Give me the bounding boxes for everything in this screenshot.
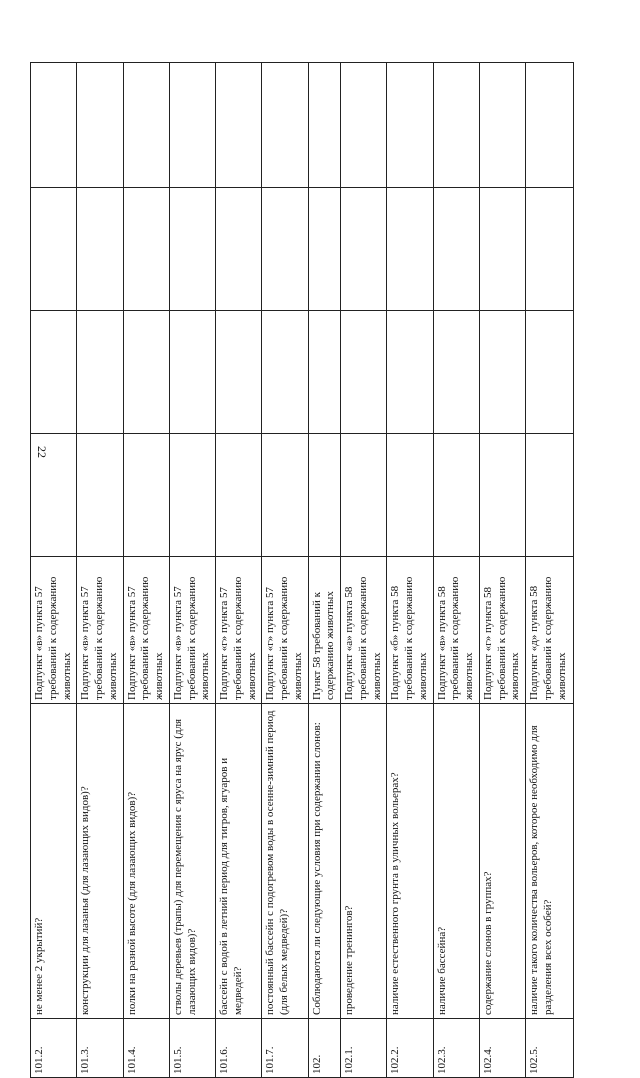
row-number: 102.3. [433, 1019, 479, 1078]
question-cell: конструкции для лазанья (для лазающих видов)? [77, 704, 123, 1019]
empty-cell [262, 63, 308, 188]
table-row [341, 63, 387, 1078]
page-number: 22 [35, 446, 49, 458]
empty-cell [308, 188, 341, 311]
empty-cell [387, 434, 433, 557]
table-row [77, 63, 123, 1078]
row-number: 101.4. [123, 1019, 169, 1078]
empty-cell [77, 311, 123, 434]
empty-cell [216, 188, 262, 311]
empty-cell [341, 434, 387, 557]
question-cell: содержание слонов в группах? [479, 704, 525, 1019]
question-cell: стволы деревьев (трапы) для перемещения с яруса на ярус (для лазающих видов)? [169, 704, 215, 1019]
empty-cell [169, 63, 215, 188]
empty-cell [433, 434, 479, 557]
reference-cell: Подпункт «в» пункта 57 требований к содержанию животных [77, 557, 123, 704]
empty-cell [526, 434, 574, 557]
empty-cell [433, 311, 479, 434]
question-cell: бассейн с водой в летний период для тигров, ягуаров и медведей? [216, 704, 262, 1019]
question-cell: проведение тренингов? [341, 704, 387, 1019]
empty-cell [77, 188, 123, 311]
reference-cell: Подпункт «в» пункта 57 требований к содержанию животных [123, 557, 169, 704]
empty-cell [31, 188, 77, 311]
empty-cell [341, 311, 387, 434]
row-number: 101.7. [262, 1019, 308, 1078]
table-container [33, 62, 574, 1074]
empty-cell [387, 63, 433, 188]
row-number: 101.2. [31, 1019, 77, 1078]
reference-cell: Подпункт «а» пункта 58 требований к содержанию животных [341, 557, 387, 704]
empty-cell [387, 188, 433, 311]
reference-cell: Подпункт «г» пункта 57 требований к содержанию животных [262, 557, 308, 704]
reference-cell: Подпункт «в» пункта 57 требований к содержанию животных [169, 557, 215, 704]
table-row [308, 63, 341, 1078]
reference-cell: Подпункт «в» пункта 58 требований к содержанию животных [433, 557, 479, 704]
question-cell: наличие такого количества вольеров, которое необходимо для разделения всех особей? [526, 704, 574, 1019]
empty-cell [77, 434, 123, 557]
empty-cell [216, 434, 262, 557]
checklist-table [30, 62, 574, 1078]
empty-cell [341, 188, 387, 311]
table-row [216, 63, 262, 1078]
question-cell: постоянный бассейн с подогревом воды в осенне-зимний период (для белых медведей)? [262, 704, 308, 1019]
empty-cell [479, 311, 525, 434]
empty-cell [526, 311, 574, 434]
row-number: 101.3. [77, 1019, 123, 1078]
empty-cell [433, 63, 479, 188]
empty-cell [262, 434, 308, 557]
empty-cell [479, 434, 525, 557]
empty-cell [31, 311, 77, 434]
row-number: 102.4. [479, 1019, 525, 1078]
empty-cell [262, 188, 308, 311]
table-row [123, 63, 169, 1078]
table-row [31, 63, 77, 1078]
reference-cell: Подпункт «б» пункта 58 требований к содержанию животных [387, 557, 433, 704]
reference-cell: Пункт 58 требований к содержанию животных [308, 557, 341, 704]
table-row [479, 63, 525, 1078]
empty-cell [31, 434, 77, 557]
table-row [433, 63, 479, 1078]
question-cell: наличие бассейна? [433, 704, 479, 1019]
question-cell: Соблюдаются ли следующие условия при содержании слонов: [308, 704, 341, 1019]
empty-cell [308, 434, 341, 557]
row-number: 102.2. [387, 1019, 433, 1078]
question-cell: наличие естественного грунта в уличных вольерах? [387, 704, 433, 1019]
row-number: 102.5. [526, 1019, 574, 1078]
empty-cell [169, 311, 215, 434]
empty-cell [31, 63, 77, 188]
empty-cell [123, 63, 169, 188]
empty-cell [169, 188, 215, 311]
empty-cell [433, 188, 479, 311]
question-cell: полки на разной высоте (для лазающих видов)? [123, 704, 169, 1019]
table-row [169, 63, 215, 1078]
empty-cell [387, 311, 433, 434]
empty-cell [479, 188, 525, 311]
table-row [526, 63, 574, 1078]
empty-cell [123, 434, 169, 557]
empty-cell [308, 63, 341, 188]
empty-cell [526, 63, 574, 188]
reference-cell: Подпункт «д» пункта 58 требований к содержанию животных [526, 557, 574, 704]
empty-cell [123, 311, 169, 434]
reference-cell: Подпункт «г» пункта 58 требований к содержанию животных [479, 557, 525, 704]
reference-cell: Подпункт «г» пункта 57 требований к содержанию животных [216, 557, 262, 704]
reference-cell: Подпункт «в» пункта 57 требований к содержанию животных [31, 557, 77, 704]
empty-cell [77, 63, 123, 188]
table-row [262, 63, 308, 1078]
empty-cell [216, 63, 262, 188]
empty-cell [308, 311, 341, 434]
empty-cell [123, 188, 169, 311]
question-cell: не менее 2 укрытий? [31, 704, 77, 1019]
table-row [387, 63, 433, 1078]
empty-cell [262, 311, 308, 434]
empty-cell [479, 63, 525, 188]
row-number: 102.1. [341, 1019, 387, 1078]
row-number: 101.5. [169, 1019, 215, 1078]
empty-cell [341, 63, 387, 188]
empty-cell [526, 188, 574, 311]
empty-cell [169, 434, 215, 557]
row-number: 101.6. [216, 1019, 262, 1078]
row-number: 102. [308, 1019, 341, 1078]
empty-cell [216, 311, 262, 434]
